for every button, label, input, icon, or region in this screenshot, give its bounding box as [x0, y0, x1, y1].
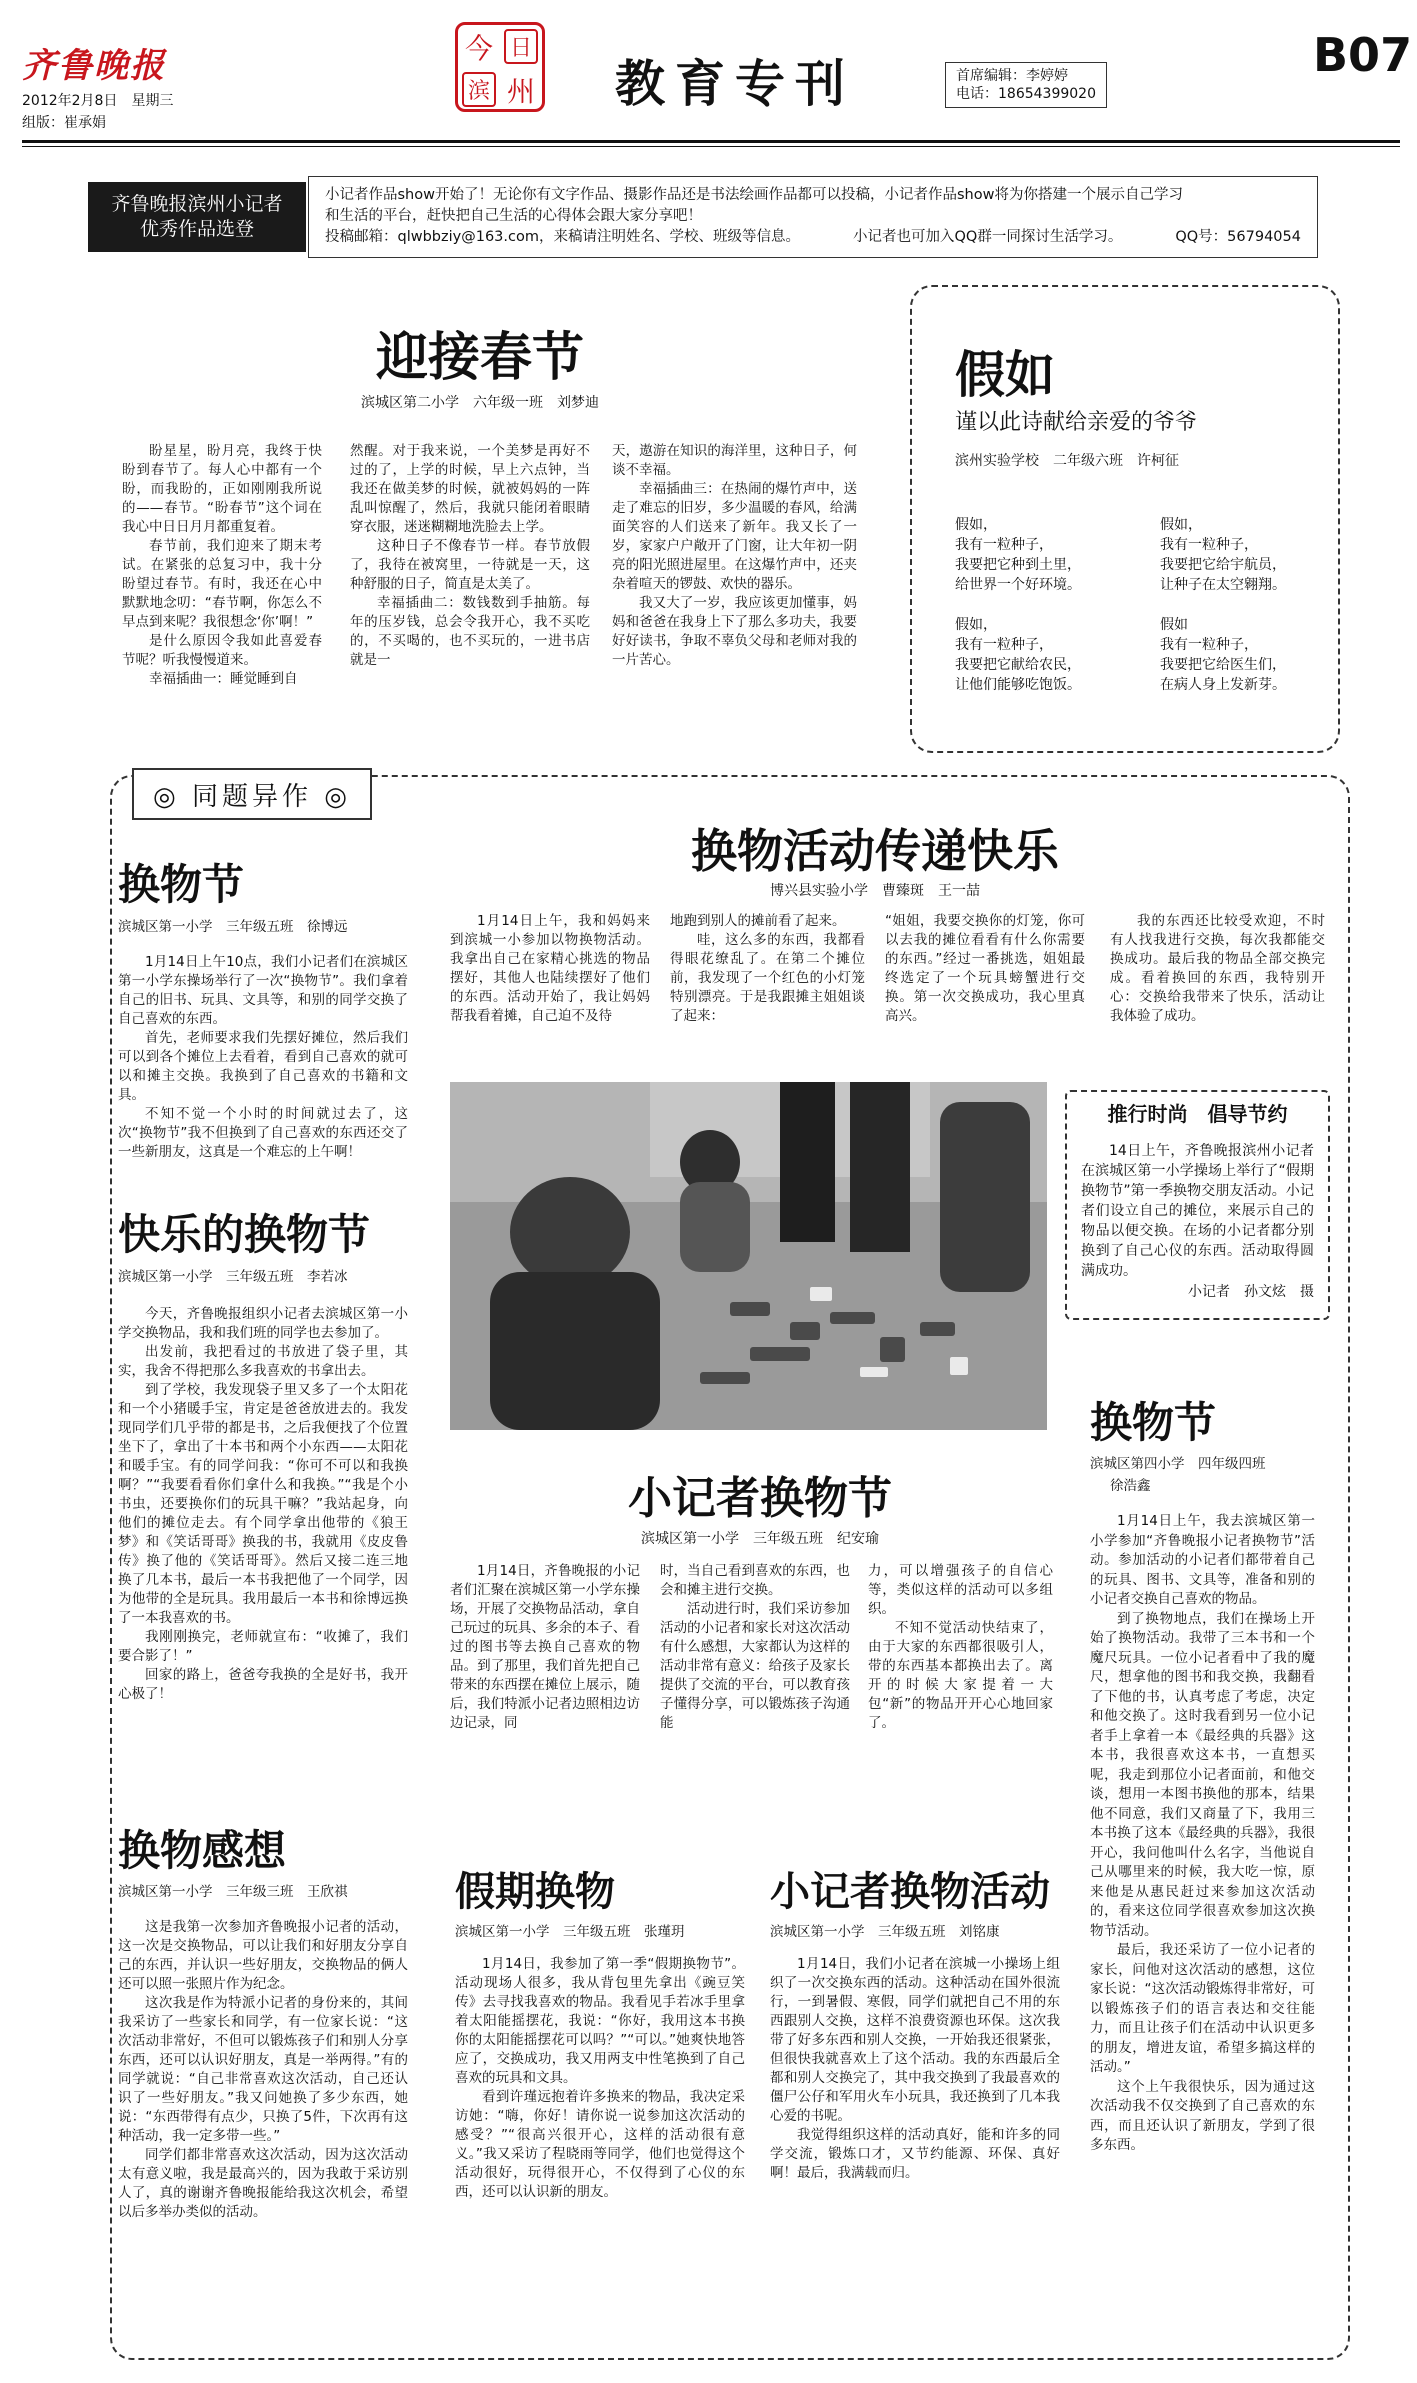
page-number: B07: [1313, 28, 1413, 82]
poem-line: 我有一粒种子，: [1160, 537, 1258, 553]
poem-line: 在病人身上发新芽。: [1160, 677, 1286, 693]
paragraph: 回家的路上，爸爸夸我换的全是好书，我开心极了！: [118, 1667, 408, 1702]
article-title-gx: 换物感想: [118, 1826, 287, 1875]
paragraph: 活动进行时，我们采访参加活动的小记者和家长对这次活动有什么感想，大家都认为这样的活动非常有意义：给孩子及家长提供了交流的平台，可以教育孩子懂得分享，可以锻炼孩子沟通能: [660, 1601, 850, 1731]
paragraph: 同学们都非常喜欢这次活动，因为这次活动太有意义啦，我是最高兴的，因为我敢于采访别人了，真的谢谢齐鲁晚报能给我这次机会，希望以后多举办类似的活动。: [118, 2147, 408, 2220]
paragraph: 1月14日，我参加了第一季“假期换物节”。活动现场人很多，我从背包里先拿出《豌豆笑传》去寻找我喜欢的物品。我看见手若冰手里拿着太阳能摇摆花，我说：“你好，我用这本书换你的太阳能摇摆花可以吗？”“可以。”她爽快地答应了，交换成功，我又用两支中性笔换到了自己喜欢的玩具和文具。: [455, 1956, 745, 2086]
banner-line: 优秀作品选登: [139, 218, 254, 240]
photo-illustration: [450, 1082, 1047, 1430]
poem-line: 我要把它给医生们，: [1160, 657, 1286, 673]
article-byline-main: 博兴县实验小学 曹臻斑 王一喆: [770, 883, 980, 899]
masthead-rule-thin: [22, 146, 1400, 147]
photo-credit: 小记者 孙文炫 摄: [1188, 1284, 1314, 1300]
poem-line: 我有一粒种子，: [955, 637, 1053, 653]
editor-box: [945, 62, 1107, 108]
poem-line: 让种子在太空翱翔。: [1160, 577, 1286, 593]
paragraph: 今天，齐鲁晚报组织小记者去滨城区第一小学交换物品，我和我们班的同学也去参加了。: [118, 1306, 408, 1341]
caption-body: 14日上午，齐鲁晚报滨州小记者在滨城区第一小学操场上举行了“假期换物节”第一季换物交朋友活动。小记者们设立自己的摊位，来展示自己的物品以便交换。在场的小记者都分别换到了自己心仪的东西。活动取得圆满成功。: [1081, 1143, 1314, 1279]
event-photo: [450, 1082, 1047, 1430]
submission-email: 投稿邮箱：qlwbbziy@163.com，来稿请注明姓名、学校、班级等信息。: [325, 229, 800, 245]
paragraph: 首先，老师要求我们先摆好摊位，然后我们可以到各个摊位上去看着，看到自己喜欢的就可以和摊主交换。我换到了自己喜欢的书籍和文具。: [118, 1030, 408, 1103]
paragraph: 哇，这么多的东西，我都看得眼花缭乱了。在第二个摊位前，我发现了一个红色的小灯笼特别漂亮。于是我跟摊主姐姐谈了起来：: [670, 932, 865, 1024]
qq-number: QQ号：56794054: [1175, 229, 1301, 245]
submission-notice: [308, 176, 1318, 258]
poem-byline: 滨州实验学校 二年级六班 许柯征: [955, 453, 1179, 469]
poem-stanza: [1160, 615, 1286, 695]
article-body-hwj1: [118, 953, 408, 1162]
poem-line: 假如: [1160, 617, 1188, 633]
poem-line: 假如，: [955, 517, 997, 533]
article-byline-hwj4-name: 徐浩鑫: [1110, 1478, 1151, 1494]
caption-title: 推行时尚 倡导节约: [1107, 1102, 1288, 1126]
paragraph: 我觉得组织这样的活动真好，能和许多的同学交流，锻炼口才，又节约能源、环保、真好啊！最后，我满载而归。: [770, 2127, 1060, 2181]
article-byline-gx: 滨城区第一小学 三年级三班 王欣祺: [118, 1884, 348, 1900]
poem-line: 我有一粒种子，: [1160, 637, 1258, 653]
paragraph: 出发前，我把看过的书放进了袋子里，其实，我舍不得把那么多我喜欢的书拿出去。: [118, 1344, 408, 1379]
poem-line: 我要把它献给农民，: [955, 657, 1081, 673]
article-column: [868, 1562, 1053, 1733]
article-title-xjz: 小记者换物节: [628, 1473, 892, 1524]
paragraph: 我刚刚换完，老师就宣布：“收摊了，我们要合影了！”: [118, 1629, 408, 1664]
poem-line: 让他们能够吃饱饭。: [955, 677, 1081, 693]
paragraph: 力，可以增强孩子的自信心等，类似这样的活动可以多组织。: [868, 1563, 1053, 1617]
paragraph: 1月14日上午10点，我们小记者们在滨城区第一小学东操场举行了一次“换物节”。我们拿着自己的旧书、玩具、文具等，和别的同学交换了自己喜欢的东西。: [118, 954, 408, 1027]
article-body-jq: [455, 1955, 745, 2202]
paragraph: 1月14日，我们小记者在滨城一小操场上组织了一次交换东西的活动。这种活动在国外很流行，一到暑假、寒假，同学们就把自己不用的东西跟别人交换，这样不浪费资源也环保。这次我带了好多东西和别人交换，一开始我还很紧张，但很快我就喜欢上了这个活动。我的东西最后全都和别人交换完了，其中我交换到了我最喜欢的僵尸公仔和军用火车小玩具，我还换到了几本我心爱的书呢。: [770, 1956, 1060, 2124]
paragraph: 这次我是作为特派小记者的身份来的，其间我采访了一些家长和同学，有一位家长说：“这次活动非常好，不但可以锻炼孩子们和别人分享东西，还可以认识好朋友，真是一举两得。”有的同学就说：“自己非常喜欢这次活动，自己还认识了一些好朋友。”我又问她换了多少东西，她说：“东西带得有点少，只换了5件，下次再有这种活动，我一定多带一些。”: [118, 1995, 408, 2144]
article-byline-hwj4: 滨城区第四小学 四年级四班: [1090, 1456, 1266, 1472]
article-byline-jq: 滨城区第一小学 三年级五班 张瑾玥: [455, 1924, 685, 1940]
poem-subtitle: 谨以此诗献给亲爱的爷爷: [955, 410, 1198, 435]
banner-line: 齐鲁晚报滨州小记者: [111, 193, 283, 215]
poem-stanza: [1160, 515, 1286, 595]
poem-line: 给世界一个好环境。: [955, 577, 1081, 593]
poem-stanza: [955, 515, 1081, 595]
poem-stanza: [955, 615, 1081, 695]
article-title-happy: 快乐的换物节: [118, 1210, 371, 1259]
article-column: [350, 442, 590, 670]
article-column: [612, 442, 857, 670]
poem-line: 我要把它给宇航员，: [1160, 557, 1286, 573]
reporter-banner: [88, 182, 306, 252]
paragraph: 1月14日，齐鲁晚报的小记者们汇聚在滨城区第一小学东操场，开展了交换物品活动，拿自己玩过的玩具、多余的本子、看过的图书等去换自己喜欢的物品。到了那里，我们首先把自己带来的东西摆在摊位上展示，随后，我们特派小记者边照相边访边记录，同: [450, 1563, 640, 1731]
photo-caption-box: [1065, 1090, 1330, 1320]
article-byline-xjz: 滨城区第一小学 三年级五班 纪安瑜: [641, 1531, 879, 1547]
article-title-hwj4: 换物节: [1090, 1398, 1217, 1447]
paragraph: 然醒。对于我来说，一个美梦是再好不过的了，上学的时候，早上六点钟，当我还在做美梦的时候，就被妈妈的一阵乱叫惊醒了，然后，我就只能闭着眼睛穿衣服，迷迷糊糊地洗脸去上学。: [350, 443, 590, 535]
seal-char: 今: [464, 31, 493, 65]
article-title-hwj1: 换物节: [118, 860, 245, 909]
paragraph: 我的东西还比较受欢迎，不时有人找我进行交换，每次我都能交换成功。最后我的物品全部交换完成。看着换回的东西，我特别开心：交换给我带来了快乐，活动让我体验了成功。: [1110, 913, 1325, 1024]
paragraph: 这个上午我很快乐，因为通过这次活动我不仅交换到了自己喜欢的东西，而且还认识了新朋友，学到了很多东西。: [1090, 2078, 1315, 2153]
section-title: 教育专刊: [615, 54, 855, 113]
paragraph: 天，遨游在知识的海洋里，这种日子，何谈不幸福。: [612, 443, 857, 478]
paragraph: 到了换物地点，我们在操场上开始了换物活动。我带了三本书和一个魔尺玩具。一位小记者看中了我的魔尺，想拿他的图书和我交换，我翻看了下他的书，认真考虑了考虑，决定和他交换了。这时我看到另一位小记者手上拿着一本《最经典的兵器》这本书，我很喜欢这本书，一直想买呢，我走到那位小记者面前，和他交谈，想用一本图书换他的那本，结果他不同意，我们又商量了下，我用三本书换了这本《最经典的兵器》，我很开心，我问他叫什么名字，当他说自己从哪里来的时候，我大吃一惊，原来他是从惠民赶过来参加这次活动的，看来这位同学很喜欢参加这次换物节活动。: [1090, 1610, 1315, 1939]
notice-contact-row: [325, 227, 1301, 248]
article-column: [670, 912, 865, 1026]
seal-char: 滨: [462, 72, 496, 107]
paragraph: 幸福插曲二：数钱数到手抽筋。每年的压岁钱，总会令我开心，我不买吃的，不买喝的，也不买玩的，一进书店就是一: [350, 595, 590, 668]
paragraph: 这是我第一次参加齐鲁晚报小记者的活动，这一次是交换物品，可以让我们和好朋友分享自己的东西，并认识一些好朋友，交换物品的俩人还可以照一张照片作为纪念。: [118, 1919, 408, 1992]
seal-char: 州: [506, 74, 535, 108]
paragraph: 我又大了一岁，我应该更加懂事，妈妈和爸爸在我身上下了那么多功夫，我要好好读书，争取不辜负父母和老师对我的一片苦心。: [612, 595, 857, 668]
article-title-spring: 迎接春节: [375, 327, 584, 388]
article-byline-happy: 滨城区第一小学 三年级五班 李若冰: [118, 1269, 348, 1285]
paragraph: 1月14日上午，我去滨城区第一小学参加“齐鲁晚报小记者换物节”活动。参加活动的小记者们都带着自己的玩具、图书、文具等，准备和别的小记者交换自己喜欢的物品。: [1090, 1513, 1315, 1607]
paragraph: 春节前，我们迎来了期末考试。在紧张的总复习中，我十分盼望过春节。有时，我还在心中默默地念叨：“春节啊，你怎么不早点到来呢？我很想念‘你’啊！”: [122, 538, 322, 630]
chief-editor: 首席编辑：李婷婷: [956, 68, 1068, 84]
article-body-xhd: [770, 1955, 1060, 2183]
paragraph: 盼星星，盼月亮，我终于快盼到春节了。每人心中都有一个盼，而我盼的，正如刚刚我所说的——春节。“盼春节”这个词在我心中日日月月都重复着。: [122, 443, 322, 535]
article-column: [122, 442, 322, 689]
newspaper-logo: 齐鲁晚报: [22, 46, 166, 86]
article-column: [660, 1562, 850, 1733]
paragraph: 幸福插曲一：睡觉睡到自: [149, 671, 298, 687]
notice-line: 小记者作品show开始了！无论你有文字作品、摄影作品还是书法绘画作品都可以投稿，小记者作品show将为你搭建一个展示自己学习: [325, 187, 1183, 203]
paragraph: 这种日子不像春节一样。春节放假了，我待在被窝里，一待就是一天，这种舒服的日子，简直是太美了。: [350, 538, 590, 592]
article-byline-hwj1: 滨城区第一小学 三年级五班 徐博远: [118, 919, 348, 935]
article-byline-xhd: 滨城区第一小学 三年级五班 刘铭康: [770, 1924, 1000, 1940]
paragraph: 看到许瑾远抱着许多换来的物品，我决定采访她：“嗨，你好！请你说一说参加这次活动的感受？”“很高兴很开心，这样的活动很有意义。”我又采访了程晓雨等同学，他们也觉得这个活动很好，玩得很开心，不仅得到了心仪的东西，还可以认识新的朋友。: [455, 2089, 745, 2200]
article-column: [450, 912, 650, 1026]
issue-date: 2012年2月8日 星期三: [22, 93, 174, 109]
layout-editor: 组版：崔承娟: [22, 115, 106, 131]
qq-group-note: 小记者也可加入QQ群一同探讨生活学习。: [853, 229, 1123, 245]
paragraph: 不知不觉一个小时的时间就过去了，这次“换物节”我不但换到了自己喜欢的东西还交了一些新朋友，这真是一个难忘的上午啊！: [118, 1106, 408, 1160]
article-byline-spring: 滨城区第二小学 六年级一班 刘梦迪: [361, 395, 599, 411]
poem-line: 假如，: [955, 617, 997, 633]
notice-line: 和生活的平台，赶快把自己生活的心得体会跟大家分享吧！: [325, 208, 702, 224]
today-binzhou-seal: [455, 22, 545, 112]
article-title-xhd: 小记者换物活动: [770, 1868, 1050, 1915]
paragraph: 到了学校，我发现袋子里又多了一个太阳花和一个小猪暖手宝，肯定是爸爸放进去的。我发现同学们几乎带的都是书，之后我便找了个位置坐下了，拿出了十本书和两个小东西——太阳花和暖手宝。有的同学问我：“你可不可以和我换啊？”“我要看看你们拿什么和我换。”“我是个小书虫，还要换你们的玩具干嘛？”我站起身，向他们的摊位走去。有个同学拿出他带的《狼王梦》和《笑话哥哥》换我的书，我就用《皮皮鲁传》换了他的《笑话哥哥》。然后又接二连三地换了几本书，最后一本书我把他了一个同学，因为他带的全是玩具。我用最后一本书和徐博远换了一本我喜欢的书。: [118, 1382, 408, 1626]
poem-line: 假如，: [1160, 517, 1202, 533]
article-title-main: 换物活动传递快乐: [691, 824, 1059, 878]
article-body-hwj4: [1090, 1512, 1315, 2156]
same-topic-label: ◎ 同题异作 ◎: [132, 768, 372, 820]
paragraph: 不知不觉活动快结束了，由于大家的东西都很吸引人，带的东西基本都换出去了。离开的时候大家提着一大包“新”的物品开开心心地回家了。: [868, 1620, 1053, 1731]
paragraph: 地跑到别人的摊前看了起来。: [670, 913, 846, 929]
article-column: [1110, 912, 1325, 1026]
paragraph: 1月14日上午，我和妈妈来到滨城一小参加以物换物活动。我拿出自己在家精心挑选的物品摆好，其他人也陆续摆好了他们的东西。活动开始了，我让妈妈帮我看着摊，自己迫不及待: [450, 913, 650, 1024]
article-title-jq: 假期换物: [455, 1868, 615, 1915]
poem-line: 我有一粒种子，: [955, 537, 1053, 553]
article-body-happy: [118, 1305, 408, 1704]
poem-line: 我要把它种到土里，: [955, 557, 1081, 573]
poem-title: 假如: [955, 345, 1055, 404]
paragraph: 时，当自己看到喜欢的东西，也会和摊主进行交换。: [660, 1563, 850, 1598]
editor-phone: 电话：18654399020: [956, 86, 1096, 102]
masthead-rule: [22, 140, 1400, 143]
article-column: [885, 912, 1085, 1026]
seal-char: 日: [504, 29, 538, 64]
paragraph: 是什么原因令我如此喜爱春节呢？听我慢慢道来。: [122, 633, 322, 668]
paragraph: 最后，我还采访了一位小记者的家长，问他对这次活动的感想，这位家长说：“这次活动锻炼得非常好，可以锻炼孩子们的语言表达和交往能力，而且让孩子们在活动中认识更多的朋友，增进友谊，希望多搞这样的活动。”: [1090, 1942, 1315, 2075]
article-body-gx: [118, 1918, 408, 2222]
paragraph: “姐姐，我要交换你的灯笼，你可以去我的摊位看看有什么你需要的东西。”经过一番挑选，姐姐最终选定了一个玩具螃蟹进行交换。第一次交换成功，我心里真高兴。: [885, 913, 1085, 1024]
article-column: [450, 1562, 640, 1733]
paragraph: 幸福插曲三：在热闹的爆竹声中，送走了难忘的旧岁，多少温暖的春风，给满面笑容的人们送来了新年。我又长了一岁，家家户户敞开了门窗，让大年初一阴亮的阳光照进屋里。在这爆竹声中，还夹杂着喧天的锣鼓、欢快的器乐。: [612, 481, 857, 592]
